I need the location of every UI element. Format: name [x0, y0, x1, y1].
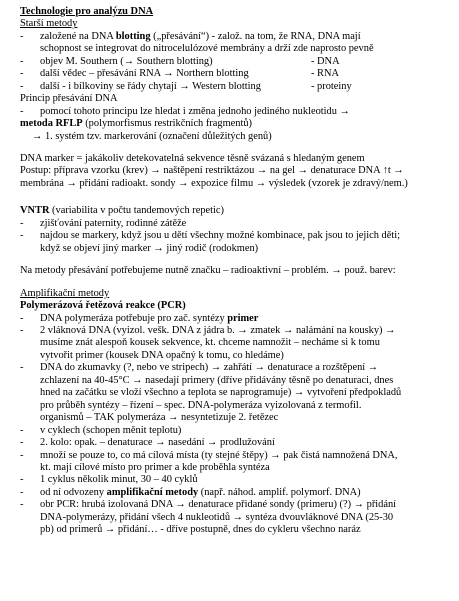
- marker-definition: DNA marker = jakákoliv detekovatelná sekvence těsně svázaná s hledaným genem: [20, 152, 365, 164]
- list-item-paternity: - zjišťování paternity, rodinné zátěže: [20, 217, 187, 229]
- rflp-line: metoda RFLP (polymorfismus restrikčních fragmentů): [20, 118, 253, 130]
- primer-term: primer: [227, 312, 259, 324]
- dash-bullet: -: [20, 217, 24, 229]
- pcr-item-dna: - 2 vláknová DNA (vyizol. vešk. DNA z jádra b. → zmatek → nalámání na kousky) → musíme znát alespoň kousek sekvence, kt. chceme namnožit – necháme si k tomu vytvořit primer (kousek DNA opačný k tomu, co hledáme): [20, 324, 396, 361]
- dash-bullet: -: [20, 437, 24, 449]
- blotting-term: blotting: [115, 30, 151, 42]
- dash-bullet: -: [20, 362, 24, 374]
- pcr-heading: Polymerázová řetězová reakce (PCR): [20, 300, 186, 312]
- pcr-item-multiply: - množí se pouze to, co má cílová místa (ty stejné štěpy) → pak čistá namnožená DNA, kt. mají cílové místo pro primer a kde proběhla syntéza: [20, 449, 398, 473]
- vntr-term: VNTR: [20, 205, 50, 217]
- marker-procedure: Postup: příprava vzorku (krev) → naštěpení restriktázou → na gel → denaturace DNA ↑t →: [20, 165, 404, 177]
- pcr-item-primer: - DNA polymeráza potřebuje pro zač. syntézy primer: [20, 312, 259, 324]
- marker-procedure-cont: membrána → přidání radioakt. sondy → expozice filmu → výsledek (vzorek je zdravý/nem.): [20, 177, 408, 189]
- list-item-northern: - další vědec – přesávání RNA → Northern blotting - RNA: [20, 68, 339, 80]
- list-item-southern: - objev M. Southern (→ Southern blotting) - DNA: [20, 55, 340, 67]
- dash-bullet: -: [20, 80, 24, 92]
- old-methods-heading: Starší metody: [20, 18, 78, 30]
- list-item-princip: - pomocí tohoto principu lze hledat i změna jednoho jediného nukleotidu →: [20, 105, 350, 117]
- list-item-blotting: - založené na DNA blotting („přesávání“) - založ. na tom, že RNA, DNA mají schopnost se integrovat do nitrocelulózové membrány a drží zde naprosto pevně: [20, 30, 374, 55]
- label-note: Na metody přesávání potřebujeme nutně značku – radioaktivní – problém. → použ. barev:: [20, 265, 396, 277]
- amp-methods-term: amplifikační metody: [106, 486, 199, 498]
- dash-bullet: -: [20, 486, 24, 498]
- dash-bullet: -: [20, 424, 24, 436]
- rflp-sub: → 1. systém tzv. markerování (označení důležitých genů): [32, 130, 272, 142]
- list-item-western: - další - i bílkoviny se řády chytají → Western blotting - proteiny: [20, 80, 352, 92]
- princip-heading: Princip přesávání DNA: [20, 93, 118, 105]
- list-item-markers: - najdou se markery, když jsou u dětí všechny možné kombinace, pak jsou to jejich děti; když se objeví jiný marker → jiný rodič (rodokmen): [20, 230, 401, 254]
- pcr-item-round2: - 2. kolo: opak. – denaturace → nasedání → prodlužování: [20, 437, 275, 449]
- pcr-item-duration: - 1 cyklus několik minut, 30 – 40 cyklů: [20, 474, 198, 486]
- pcr-item-derived: - od ní odvozeny amplifikační metody (např. náhod. amplif. polymorf. DNA): [20, 486, 361, 498]
- dash-bullet: -: [20, 499, 24, 511]
- page-title: Technologie pro analýzu DNA: [20, 6, 154, 17]
- rflp-term: metoda RFLP: [20, 118, 83, 130]
- dash-bullet: -: [20, 105, 24, 117]
- amp-heading: Amplifikační metody: [20, 287, 110, 299]
- dash-bullet: -: [20, 449, 24, 461]
- vntr-line: VNTR (variabilita v počtu tandemových repetic): [20, 205, 225, 217]
- pcr-item-cycles: - v cyklech (schopen měnit teplotu): [20, 424, 182, 436]
- dash-bullet: -: [20, 30, 24, 42]
- dash-bullet: -: [20, 324, 24, 336]
- dash-bullet: -: [20, 55, 24, 67]
- pcr-item-tube: - DNA do zkumavky (?, nebo ve stripech) → zahřátí → denaturace a rozštěpení → zchlazení na 40-45°C → nasedají primery (dříve přidávány těsně po denaturaci, dnes hned na začátku se vloží všechno a teplota se naprogramuje) → vytvoření předpokladů pro průběh syntézy – řízení – spec. DNA-polymeráza vyizolovaná z termofil. organismů – TAK polymeráza → nesyntetizuje 2. řetězec: [20, 362, 402, 424]
- dash-bullet: -: [20, 68, 24, 80]
- dash-bullet: -: [20, 312, 24, 324]
- pcr-item-figure: - obr PCR: hrubá izolovaná DNA → denaturace přidané sondy (primeru) (?) → přidání DNA-polymerázy, přidání všech 4 nukleotidů → syntéza dvouvláknové DNA (25-30 pb) od primerů → přidání… - dříve postupně, dnes do cykleru všechno naráz: [20, 499, 397, 536]
- dash-bullet: -: [20, 230, 24, 242]
- dash-bullet: -: [20, 474, 24, 486]
